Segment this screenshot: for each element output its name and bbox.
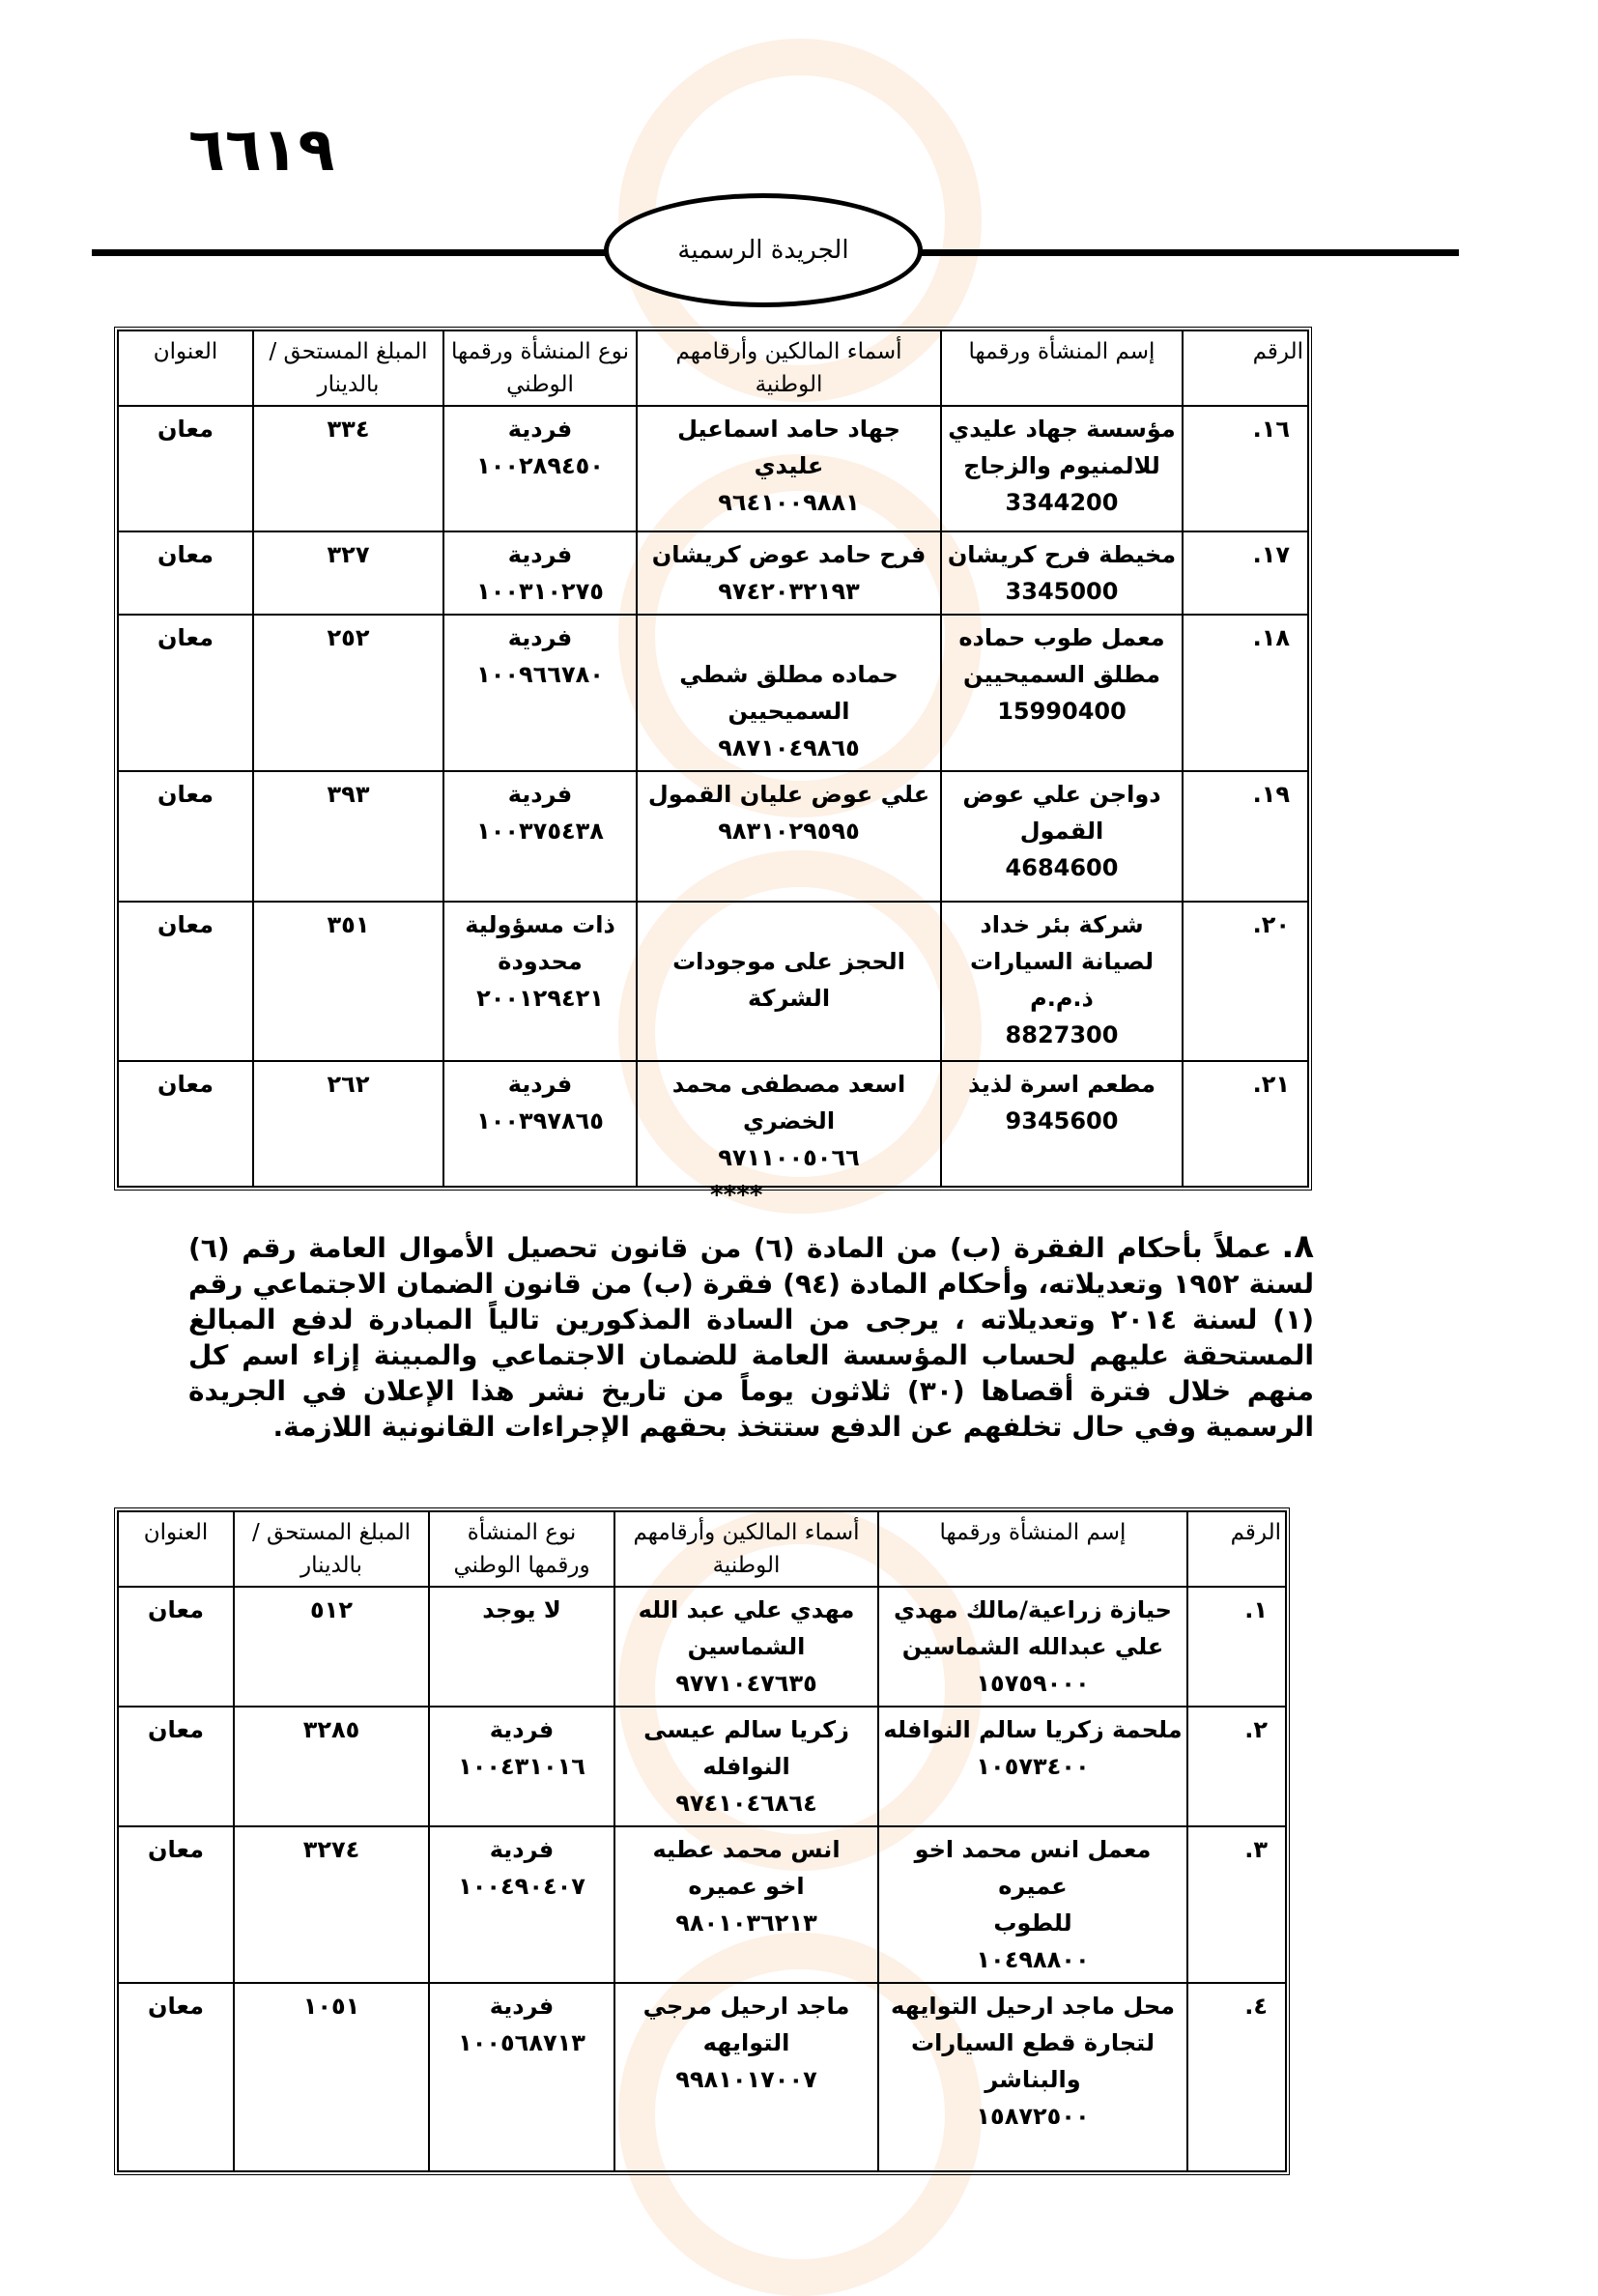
establishment-cell: [878, 1983, 1187, 2171]
amount-cell: [234, 1983, 429, 2171]
paragraph-number: ٨.: [1281, 1227, 1314, 1266]
amount-cell: [253, 531, 443, 615]
header-owners: أسماء المالكين وأرقامهم الوطنية: [637, 330, 941, 406]
row-number: [1187, 1587, 1286, 1707]
establishment-cell-line: 4684600: [1005, 854, 1119, 881]
amount-cell-line: ٥١٢: [310, 1596, 353, 1623]
owners-cell: [614, 1587, 878, 1707]
establishment-cell-line: 3344200: [1005, 489, 1119, 516]
address-cell-line: معان: [148, 1716, 204, 1743]
address-cell: [118, 406, 253, 531]
owners-cell-line: مهدي علي عبد الله: [638, 1596, 855, 1623]
establishment-cell-line: حيازة زراعية/مالك مهدي: [894, 1596, 1172, 1623]
type-cell: [443, 771, 637, 902]
table-row: [118, 531, 1308, 615]
row-number-line: ٢.: [1244, 1716, 1268, 1743]
owners-cell-line: حماده مطلق شطي: [679, 661, 899, 688]
row-number: [1187, 1983, 1286, 2171]
address-cell: [118, 1983, 234, 2171]
header-establishment: إسم المنشأة ورقمها: [941, 330, 1183, 406]
table-row: [118, 1707, 1286, 1826]
establishment-cell-line: معمل انس محمد اخو عميره: [914, 1836, 1152, 1900]
amount-cell: [234, 1587, 429, 1707]
header-type: نوع المنشأة ورقمها الوطني: [443, 330, 637, 406]
establishment-cell-line: شركة بئر خداد: [980, 911, 1144, 938]
row-number: [1187, 1707, 1286, 1826]
owners-cell-line: ٩٨٧١٠٤٩٨٦٥: [718, 734, 860, 761]
owners-cell-line: ٩٨٣١٠٢٩٥٩٥: [718, 818, 860, 845]
establishment-cell-line: علي عبدالله الشماسين: [901, 1633, 1164, 1660]
amount-cell: [234, 1707, 429, 1826]
owners-cell-line: اسعد مصطفى محمد: [671, 1071, 906, 1098]
establishment-cell: [941, 615, 1183, 771]
owners-cell-line: فرح حامد عوض كريشان: [651, 541, 927, 568]
table-row: [118, 902, 1308, 1061]
type-cell: [429, 1587, 614, 1707]
owners-cell-line: ماجد ارحيل مرجي: [642, 1993, 850, 2020]
establishment-cell-line: 8827300: [1005, 1021, 1119, 1048]
type-cell-line: ١٠٠٣٧٥٤٣٨: [476, 818, 604, 845]
header-establishment: إسم المنشأة ورقمها: [878, 1511, 1187, 1587]
table-row: [118, 1826, 1286, 1983]
type-cell: [429, 1707, 614, 1826]
table-header-row: [118, 1511, 1286, 1587]
establishment-cell-line: القمول: [1019, 818, 1104, 845]
amount-cell-line: ٢٦٢: [327, 1071, 370, 1098]
owners-cell-line: الحجز على موجودات: [672, 948, 905, 975]
type-cell: [429, 1983, 614, 2171]
address-cell-line: معان: [148, 1596, 204, 1623]
amount-cell-line: ٣٢٧٤: [302, 1836, 360, 1863]
debtors-table-2: [114, 1507, 1290, 2175]
type-cell-line: ١٠٠٢٨٩٤٥٠: [476, 452, 604, 479]
address-cell-line: معان: [157, 911, 214, 938]
address-cell-line: معان: [148, 1993, 204, 2020]
establishment-cell-line: لصيانة السيارات: [969, 948, 1155, 975]
establishment-cell: [878, 1707, 1187, 1826]
owners-cell-line: التوايهه: [702, 2029, 790, 2056]
establishment-cell-line: ١٥٨٧٢٥٠٠: [976, 2103, 1090, 2130]
row-number: [1187, 1826, 1286, 1983]
establishment-cell-line: محل ماجد ارحيل التوايهه: [891, 1993, 1175, 2020]
amount-cell-line: ٣٥١: [327, 911, 370, 938]
type-cell: [443, 1061, 637, 1187]
address-cell: [118, 1587, 234, 1707]
establishment-cell: [941, 771, 1183, 902]
establishment-cell-line: مطعم اسرة لذيذ: [968, 1071, 1156, 1098]
establishment-cell-line: معمل طوب حماده: [958, 624, 1165, 651]
row-number-line: ١٩.: [1252, 781, 1290, 808]
address-cell-line: معان: [157, 781, 214, 808]
amount-cell-line: ٣٩٣: [327, 781, 370, 808]
owners-cell-line: النوافله: [702, 1753, 790, 1780]
type-cell-line: فردية: [507, 541, 573, 568]
owners-cell-line: [642, 619, 936, 656]
header-number: الرقم: [1187, 1511, 1286, 1587]
establishment-cell-line: دواجن علي عوض: [962, 781, 1161, 808]
establishment-cell-line: والبناشر: [984, 2066, 1081, 2093]
owners-cell-line: ٩٧٧١٠٤٧٦٣٥: [675, 1670, 817, 1697]
debtors-table-1: [114, 327, 1312, 1191]
establishment-cell: [878, 1587, 1187, 1707]
row-number: [1183, 1061, 1308, 1187]
address-cell: [118, 1061, 253, 1187]
owners-cell-line: ٩٦٤١٠٠٩٨٨١: [718, 489, 860, 516]
owners-cell-line: علي عوض عليان القمول: [647, 781, 930, 808]
type-cell-line: لا يوجد: [482, 1596, 561, 1623]
header-address: العنوان: [118, 330, 253, 406]
owners-cell: [637, 531, 941, 615]
owners-cell: [614, 1826, 878, 1983]
row-number-line: ٣.: [1244, 1836, 1268, 1863]
owners-cell: [637, 615, 941, 771]
owners-cell: [614, 1707, 878, 1826]
owners-cell-line: [642, 906, 936, 943]
establishment-cell-line: 15990400: [997, 698, 1127, 725]
owners-cell: [637, 902, 941, 1061]
owners-cell: [637, 771, 941, 902]
table-row: [118, 771, 1308, 902]
row-number: [1183, 615, 1308, 771]
owners-cell: [637, 406, 941, 531]
address-cell: [118, 1826, 234, 1983]
owners-cell: [614, 1983, 878, 2171]
row-number-line: ٤.: [1244, 1993, 1268, 2020]
establishment-cell-line: 3345000: [1005, 578, 1119, 605]
type-cell-line: فردية: [507, 416, 573, 443]
owners-cell-line: انس محمد عطيه: [652, 1836, 841, 1863]
address-cell-line: معان: [157, 416, 214, 443]
header-amount: المبلغ المستحق /بالدينار: [253, 330, 443, 406]
type-cell: [443, 902, 637, 1061]
establishment-cell: [941, 902, 1183, 1061]
type-cell-line: فردية: [507, 781, 573, 808]
address-cell: [118, 531, 253, 615]
row-number: [1183, 771, 1308, 902]
type-cell: [443, 531, 637, 615]
header-address: العنوان: [118, 1511, 234, 1587]
amount-cell: [253, 1061, 443, 1187]
establishment-cell: [941, 1061, 1183, 1187]
amount-cell: [253, 771, 443, 902]
type-cell-line: فردية: [489, 1836, 555, 1863]
type-cell-line: ذات مسؤولية: [465, 911, 615, 938]
header-number: الرقم: [1183, 330, 1308, 406]
type-cell-line: ١٠٠٣١٠٢٧٥: [476, 578, 604, 605]
owners-cell-line: ٩٨٠١٠٣٦٢١٣: [675, 1909, 817, 1937]
row-number-line: ١٧.: [1252, 541, 1290, 568]
table-row: [118, 406, 1308, 531]
owners-cell-line: جهاد حامد اسماعيل عليدي: [677, 416, 900, 479]
type-cell-line: ١٠٠٣٩٧٨٦٥: [476, 1107, 604, 1134]
row-number: [1183, 531, 1308, 615]
amount-cell-line: ٣٢٨٥: [302, 1716, 360, 1743]
address-cell: [118, 771, 253, 902]
row-number: [1183, 902, 1308, 1061]
establishment-cell: [941, 531, 1183, 615]
address-cell-line: معان: [157, 624, 214, 651]
owners-cell-line: الشركة: [747, 985, 831, 1012]
establishment-cell-line: ذ.م.م: [1030, 985, 1094, 1012]
owners-cell-line: ٩٧٤٢٠٣٢١٩٣: [718, 578, 860, 605]
type-cell-line: فردية: [507, 624, 573, 651]
address-cell: [118, 1707, 234, 1826]
type-cell-line: ١٠٠٤٣١٠١٦: [458, 1753, 585, 1780]
type-cell: [443, 406, 637, 531]
paragraph-text: عملاً بأحكام الفقرة (ب) من المادة (٦) من قانون تحصيل الأموال العامة رقم (٦) لسنة ١٩٥٢ وتعديلاته، وأحكام المادة (٩٤) فقرة (ب) من قانون الضمان الاجتماعي رقم (١) لسنة ٢٠١٤ وتعديلاته ، يرجى من السادة المذكورين تالياً المبادرة لدفع المبالغ المستحقة عليهم لحساب المؤسسة العامة للضمان الاجتماعي والمبينة إزاء اسم كل منهم خلال فترة أقصاها (٣٠) ثلاثون يوماً من تاريخ نشر هذا الإعلان في الجريدة الرسمية وفي حال تخلفهم عن الدفع ستتخذ بحقهم الإجراءات القانونية اللازمة.: [188, 1232, 1314, 1443]
amount-cell: [253, 406, 443, 531]
row-number: [1183, 406, 1308, 531]
amount-cell: [253, 902, 443, 1061]
owners-cell-line: اخو عميره: [688, 1873, 805, 1900]
type-cell-line: ١٠٠٩٦٦٧٨٠: [476, 661, 604, 688]
type-cell: [443, 615, 637, 771]
type-cell: [429, 1826, 614, 1983]
table-header-row: [118, 330, 1308, 406]
establishment-cell-line: 9345600: [1005, 1107, 1119, 1134]
establishment-cell: [941, 406, 1183, 531]
establishment-cell: [878, 1826, 1187, 1983]
owners-cell-line: السميحيين: [728, 698, 850, 725]
section-separator: ****: [710, 1181, 763, 1210]
amount-cell-line: ٣٢٧: [327, 541, 370, 568]
header-amount: المبلغ المستحق /بالدينار: [234, 1511, 429, 1587]
notice-paragraph: [188, 1229, 1314, 1445]
establishment-cell-line: مطلق السميحيين: [962, 661, 1161, 688]
header-type: نوع المنشأة ورقمها الوطني: [429, 1511, 614, 1587]
owners-cell-line: ٩٧٤١٠٤٦٨٦٤: [675, 1790, 817, 1817]
row-number-line: ٢٠.: [1252, 911, 1290, 938]
row-number-line: ١.: [1244, 1596, 1268, 1623]
amount-cell: [234, 1826, 429, 1983]
type-cell-line: فردية: [489, 1716, 555, 1743]
owners-cell-line: الشماسين: [687, 1633, 806, 1660]
owners-cell-line: الخضري: [742, 1107, 836, 1134]
owners-cell-line: زكريا سالم عيسى: [643, 1716, 849, 1743]
type-cell-line: ١٠٠٥٦٨٧١٣: [458, 2029, 585, 2056]
address-cell-line: معان: [157, 541, 214, 568]
address-cell-line: معان: [157, 1071, 214, 1098]
establishment-cell-line: ١٠٥٧٣٤٠٠: [976, 1753, 1090, 1780]
type-cell-line: فردية: [507, 1071, 573, 1098]
type-cell-line: ٢٠٠١٢٩٤٢١: [476, 985, 604, 1012]
header-title-oval: [604, 193, 923, 307]
owners-cell: [637, 1061, 941, 1187]
row-number-line: ١٦.: [1252, 416, 1290, 443]
amount-cell-line: ١٠٥١: [302, 1993, 360, 2020]
type-cell-line: ١٠٠٤٩٠٤٠٧: [458, 1873, 585, 1900]
amount-cell-line: ٣٣٤: [327, 416, 370, 443]
establishment-cell-line: لتجارة قطع السيارات: [911, 2029, 1155, 2056]
amount-cell-line: ٢٥٢: [327, 624, 370, 651]
establishment-cell-line: ملحمة زكريا سالم النوافله: [883, 1716, 1183, 1743]
address-cell-line: معان: [148, 1836, 204, 1863]
owners-cell-line: ٩٧١١٠٠٥٠٦٦: [718, 1144, 860, 1171]
address-cell: [118, 615, 253, 771]
table-row: [118, 615, 1308, 771]
establishment-cell-line: للطوب: [993, 1909, 1072, 1937]
header-owners: أسماء المالكين وأرقامهم الوطنية: [614, 1511, 878, 1587]
type-cell-line: محدودة: [498, 948, 583, 975]
establishment-cell-line: ١٠٤٩٨٨٠٠: [976, 1946, 1090, 1973]
row-number-line: ١٨.: [1252, 624, 1290, 651]
row-number-line: ٢١.: [1252, 1071, 1290, 1098]
owners-cell-line: ٩٩٨١٠١٧٠٠٧: [675, 2066, 817, 2093]
establishment-cell-line: مؤسسة جهاد عليدي: [948, 416, 1176, 443]
header-title: الجريدة الرسمية: [677, 236, 849, 265]
amount-cell: [253, 615, 443, 771]
type-cell-line: فردية: [489, 1993, 555, 2020]
table-row: [118, 1061, 1308, 1187]
table-row: [118, 1983, 1286, 2171]
address-cell: [118, 902, 253, 1061]
establishment-cell-line: للالمنيوم والزجاج: [963, 452, 1160, 479]
page-number: ٦٦١٩: [188, 114, 335, 185]
establishment-cell-line: ١٥٧٥٩٠٠٠: [976, 1670, 1090, 1697]
establishment-cell-line: مخيطة فرح كريشان: [947, 541, 1177, 568]
table-row: [118, 1587, 1286, 1707]
